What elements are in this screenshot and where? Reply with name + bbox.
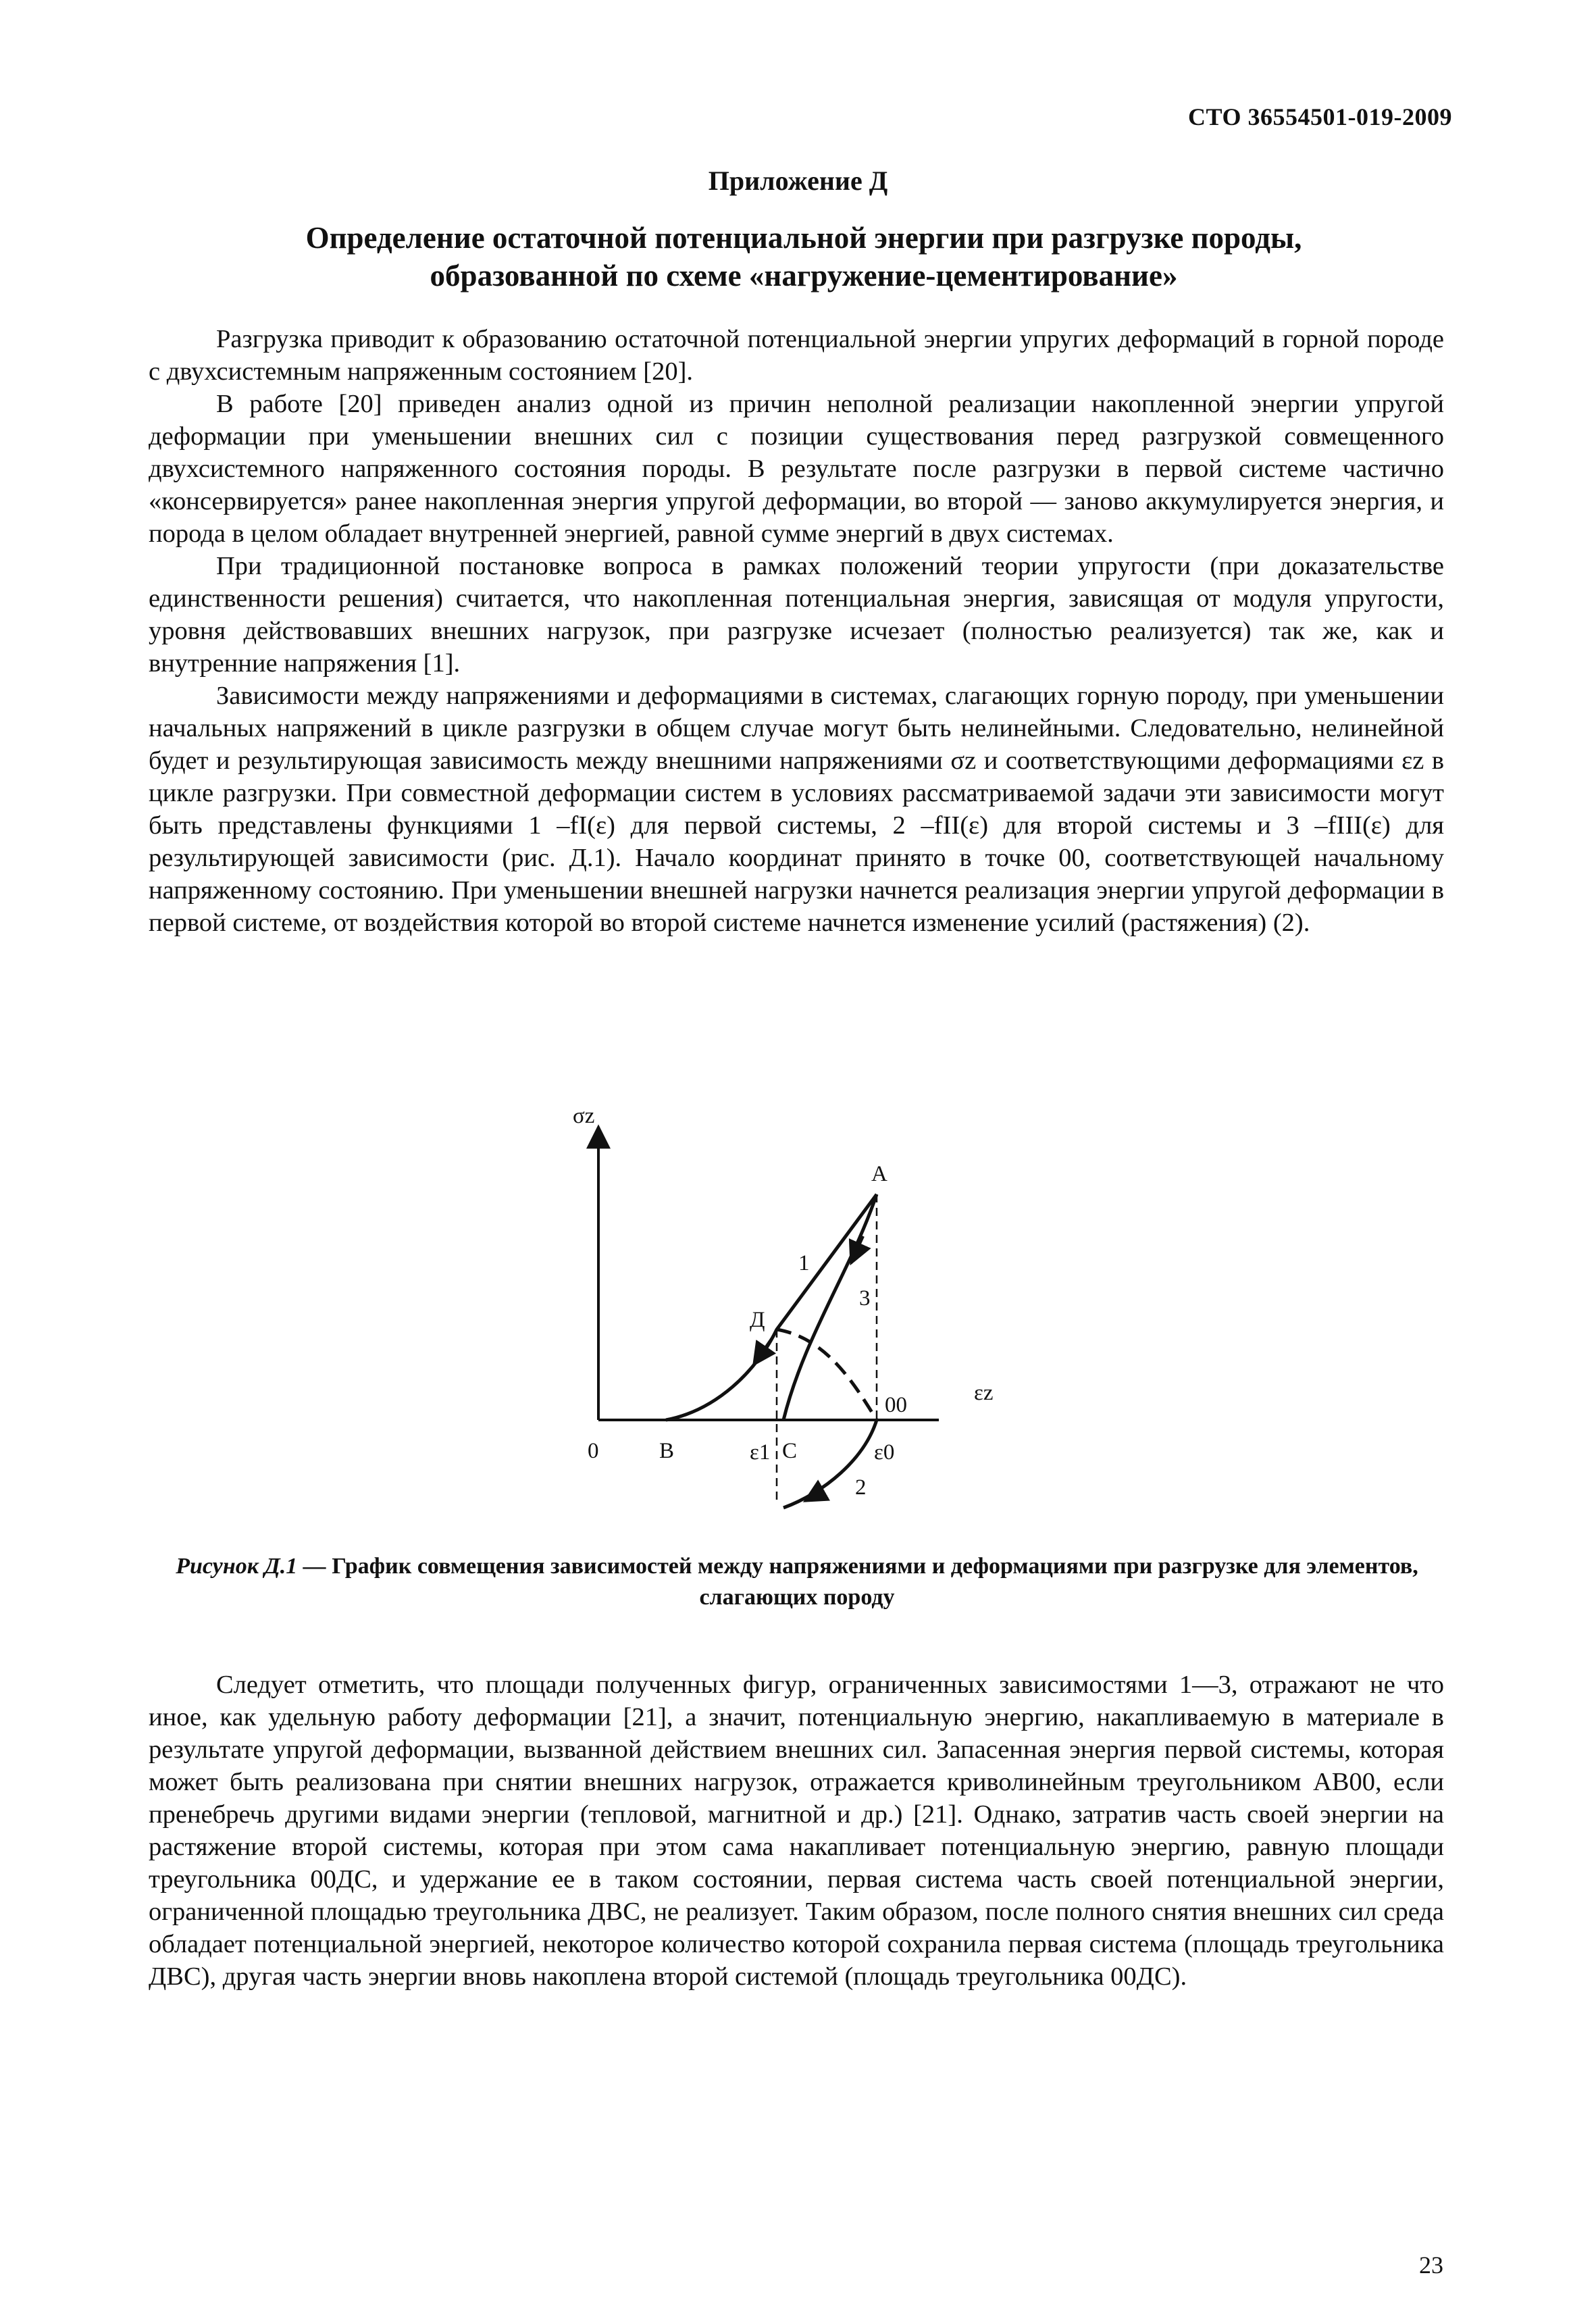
title-line-1: Определение остаточной потенциальной энергии при разгрузке породы, [305, 221, 1302, 255]
point-c-label: C [782, 1439, 798, 1463]
paragraph: Зависимости между напряжениями и деформациями в системах, слагающих горную породу, при уменьшении начальных напряжений в цикле разгрузки в общем случае могут быть нелинейными. Следовательно, нелинейной будет и результирующая зависимость между внешними напряжениями σz и соответствующими деформациями εz в цикле разгрузки. При совместной деформации систем в условиях рассматриваемой задачи эти зависимости могут быть представлены функциями 1 –fI(ε) для первой системы, 2 –fII(ε) для второй системы и 3 –fIII(ε) для результирующей зависимости (рис. Д.1). Начало координат принято в точке 00, соответствующей начальному напряженному состоянию. При уменьшении внешней нагрузки начнется реализация энергии упругой деформации в первой системе, от воздействия которой во второй системе начнется изменение усилий (растяжения) (2). [149, 682, 1444, 937]
paragraph: Следует отметить, что площади полученных фигур, ограниченных зависимостями 1—3, отражают не что иное, как удельную работу деформации [21], а значит, потенциальную энергию, накапливаемую в материале в результате упругой деформации, вызванной действием внешних сил. Запасенная энергия первой системы, которая может быть реализована при снятии внешних нагрузок, отражается криволинейным треугольником АВ00, если пренебречь другими видами энергии (тепловой, магнитной и др.) [21]. Однако, затратив часть своей энергии на растяжение второй системы, которая при этом сама накапливает потенциальную энергию, равную площади треугольника 00ДС, и удержание ее в таком состоянии, первая система часть своей потенциальной энергии, ограниченной площадью треугольника ДВС, не реализует. Таким образом, после полного снятия внешних сил среда обладает потенциальной энергией, некоторое количество которой сохранила первая система (площадь треугольника ДВС), другая часть энергии вновь накоплена второй системой (площадь треугольника 00ДС). [149, 1671, 1444, 1991]
origin-label: 0 [588, 1439, 599, 1463]
eps0-label: ε0 [874, 1440, 895, 1465]
figure-caption [135, 1551, 1459, 1613]
document-code: СТО 36554501-019-2009 [1187, 103, 1452, 130]
title-line-2: образованной по схеме «нагружение-цементирование» [430, 259, 1178, 293]
stress-strain-diagram [554, 1094, 1040, 1540]
point-d-label: Д [750, 1308, 765, 1332]
paragraph: При традиционной постановке вопроса в рамках положений теории упругости (при доказательстве единственности решения) считается, что накопленная потенциальная энергия, зависящая от модуля упругости, уровня действовавших внешних нагрузок, при разгрузке исчезает (полностью реализуется) так же, как и внутренние напряжения [1]. [149, 552, 1444, 678]
eps1-label: ε1 [750, 1440, 771, 1465]
caption-label: Рисунок Д.1 — [176, 1554, 326, 1579]
caption-text: График совмещения зависимостей между напряжениями и деформациями при разгрузке для элементов, слагающих породу [332, 1554, 1418, 1610]
paragraph: В работе [20] приведен анализ одной из причин неполной реализации накопленной энергии упругой деформации при уменьшении внешних сил с позиции существования перед разгрузкой совмещенного двухсистемного напряженного состояния породы. В результате после разгрузки в первой системе частично «консервируется» ранее накопленная энергия упругой деформации, во второй — заново аккумулируется энергия, и порода в целом обладает внутренней энергией, равной сумме энергий в двух системах. [149, 390, 1444, 548]
body-text-top [149, 323, 1444, 939]
body-text-bottom [149, 1669, 1444, 1993]
y-axis-label: σz [573, 1104, 595, 1128]
curve-1 [666, 1194, 877, 1420]
page-number: 23 [1419, 2252, 1443, 2279]
dashed-curve [777, 1329, 877, 1420]
x-axis-label: εz [974, 1381, 994, 1405]
curve-1-arrow [754, 1339, 771, 1365]
curve-3-label: 3 [859, 1286, 871, 1311]
section-title [162, 219, 1445, 295]
point-a-label: A [871, 1162, 887, 1186]
paragraph: Разгрузка приводит к образованию остаточной потенциальной энергии упругих деформаций в горной породе с двухсистемным напряженным состоянием [20]. [149, 325, 1444, 386]
curve-2-label: 2 [855, 1475, 867, 1500]
figure-d1 [554, 1094, 1040, 1540]
point-00-label: 00 [885, 1393, 907, 1417]
point-b-label: B [659, 1439, 675, 1463]
appendix-title: Приложение Д [708, 166, 888, 196]
curve-1-label: 1 [798, 1251, 810, 1275]
